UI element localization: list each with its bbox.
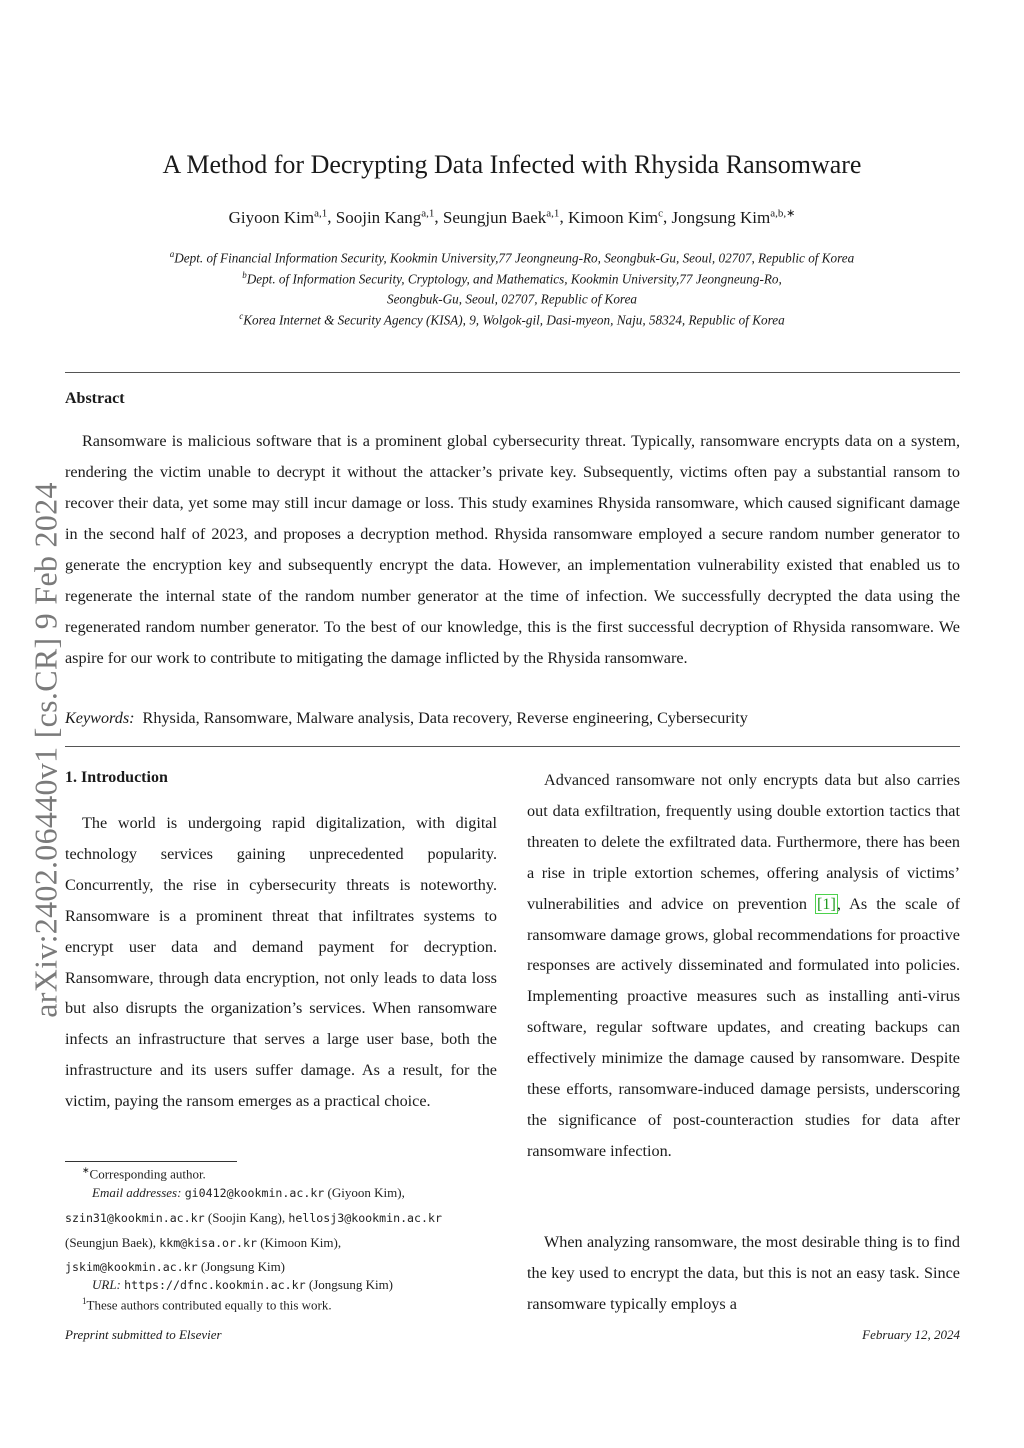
intro-paragraph-3: When analyzing ransomware, the most desirable thing is to find the key used to encrypt the data, but this is not an easy task. Since ransomware typically employs a <box>527 1233 960 1313</box>
abstract-divider <box>65 746 960 747</box>
arxiv-id: arXiv:2402.06440v1 [cs.CR] 9 Feb 2024 <box>27 482 64 1018</box>
section-heading-introduction: 1. Introduction <box>65 769 168 786</box>
top-divider <box>65 372 960 373</box>
author-list: Giyoon Kim$^{a,1}$, Soojin Kang$^{a,1}$, Seungjun Baek$^{a,1}$, Kimoon Kim$^c$, Jongsung Kim$^{a,b,∗}$ <box>228 207 796 227</box>
affiliation: $^b$Dept. of Information Security, Cryptology, and Mathematics, Kookmin University,77 Jeongneung-Ro, <box>242 269 782 287</box>
email-link[interactable]: szin31@kookmin.ac.kr <box>65 1211 205 1225</box>
footnote-url: URL: https://dfnc.kookmin.ac.kr (Jongsung Kim) <box>92 1277 394 1292</box>
author: Soojin Kang$^{a,1}$ <box>335 207 435 227</box>
footer-preprint: Preprint submitted to Elsevier <box>65 1327 222 1342</box>
author: Kimoon Kim$^c$ <box>567 207 664 227</box>
affiliation: $^c$Korea Internet & Security Agency (KISA), 9, Wolgok-gil, Dasi-myeon, Naju, 58324, Republic of Korea <box>239 311 785 328</box>
url-link[interactable]: https://dfnc.kookmin.ac.kr <box>124 1278 306 1292</box>
footnote-emails-line-2: szin31@kookmin.ac.kr (Soojin Kang), hellosj3@kookmin.ac.kr <box>65 1210 442 1225</box>
keywords <box>65 709 960 728</box>
footnote-emails-line-4: jskim@kookmin.ac.kr (Jongsung Kim) <box>65 1259 286 1274</box>
abstract-heading: Abstract <box>65 390 125 407</box>
footer-date: February 12, 2024 <box>862 1327 960 1342</box>
email-link[interactable]: gi0412@kookmin.ac.kr <box>184 1186 325 1200</box>
author: Seungjun Baek$^{a,1}$ <box>442 207 560 227</box>
footnote-emails-line-3: (Seungjun Baek), kkm@kisa.or.kr (Kimoon Kim), <box>65 1235 342 1250</box>
email-link[interactable]: hellosj3@kookmin.ac.kr <box>288 1211 442 1225</box>
citation-link[interactable]: [1] <box>817 894 836 913</box>
intro-paragraph-2: Advanced ransomware not only encrypts data but also carries out data exfiltration, frequently using double extortion tactics that threaten to delete the exfiltrated data. Furthermore, there has been a rise in triple extortion schemes, offering analysis of victims’ vulnerabilities and advice on prevention [1], As the scale of ransomware damage grows, global recommendations for proactive responses are actively disseminated and formulated into policies. Implementing proactive measures such as installing anti-virus software, regular software updates, and creating backups can effectively minimize the damage caused by ransomware. Despite these efforts, ransomware-induced damage persists, underscoring the significance of post-counteraction studies for data after ransomware infection. <box>527 771 960 1160</box>
footnote-divider <box>65 1161 237 1162</box>
author: Giyoon Kim$^{a,1}$ <box>228 207 328 227</box>
keywords-text: Rhysida, Ransomware, Malware analysis, Data recovery, Reverse engineering, Cybersecurity <box>142 709 748 727</box>
keywords-label: Keywords: <box>65 709 135 727</box>
abstract-text: Ransomware is malicious software that is a prominent global cybersecurity threat. Typically, ransomware encrypts data on a system, rendering the victim unable to decrypt it without the attacker’s private key. Subsequently, victims often pay a substantial ransom to recover their data, yet some may still incur damage or loss. This study examines Rhysida ransomware, which caused significant damage in the second half of 2023, and proposes a decryption method. Rhysida ransomware employed a secure random number generator to generate the encryption key and subsequently encrypt the data. However, an implementation vulnerability existed that enabled us to regenerate the internal state of the random number generator at the time of infection. We successfully decrypted the data using the regenerated random number generator. To the best of our knowledge, this is the first successful decryption of Rhysida ransomware. We aspire for our work to contribute to mitigating the damage inflicted by the Rhysida ransomware. <box>65 432 960 667</box>
paper-title: A Method for Decrypting Data Infected with Rhysida Ransomware <box>162 150 862 179</box>
affiliation: $^a$Dept. of Financial Information Security, Kookmin University,77 Jeongneung-Ro, Seongbuk-Gu, Seoul, 02707, Republic of Korea <box>169 249 855 266</box>
affiliation: Seongbuk-Gu, Seoul, 02707, Republic of Korea <box>386 291 638 307</box>
email-link[interactable]: kkm@kisa.or.kr <box>159 1236 257 1250</box>
email-link[interactable]: jskim@kookmin.ac.kr <box>65 1260 198 1274</box>
author: Jongsung Kim$^{a,b,∗}$ <box>671 207 796 227</box>
intro-paragraph-1: The world is undergoing rapid digitalization, with digital technology services gaining unprecedented popularity. Concurrently, the rise in cybersecurity threats is noteworthy. Ransomware is a prominent threat that infiltrates systems to encrypt user data and demand payment for decryption. Ransomware, through data encryption, not only leads to data loss but also disrupts the organization’s services. When ransomware infects an infrastructure that serves a large user base, both the infrastructure and its users suffer damage. As a result, for the victim, paying the ransom emerges as a practical choice. <box>65 814 497 1111</box>
footnote-equal-contribution: $^1$These authors contributed equally to this work. <box>82 1296 332 1313</box>
affiliations <box>60 246 964 329</box>
footnote-emails-line-1: Email addresses: gi0412@kookmin.ac.kr (Giyoon Kim), <box>92 1185 405 1200</box>
footnote-corresponding: ∗Corresponding author. <box>82 1165 206 1182</box>
